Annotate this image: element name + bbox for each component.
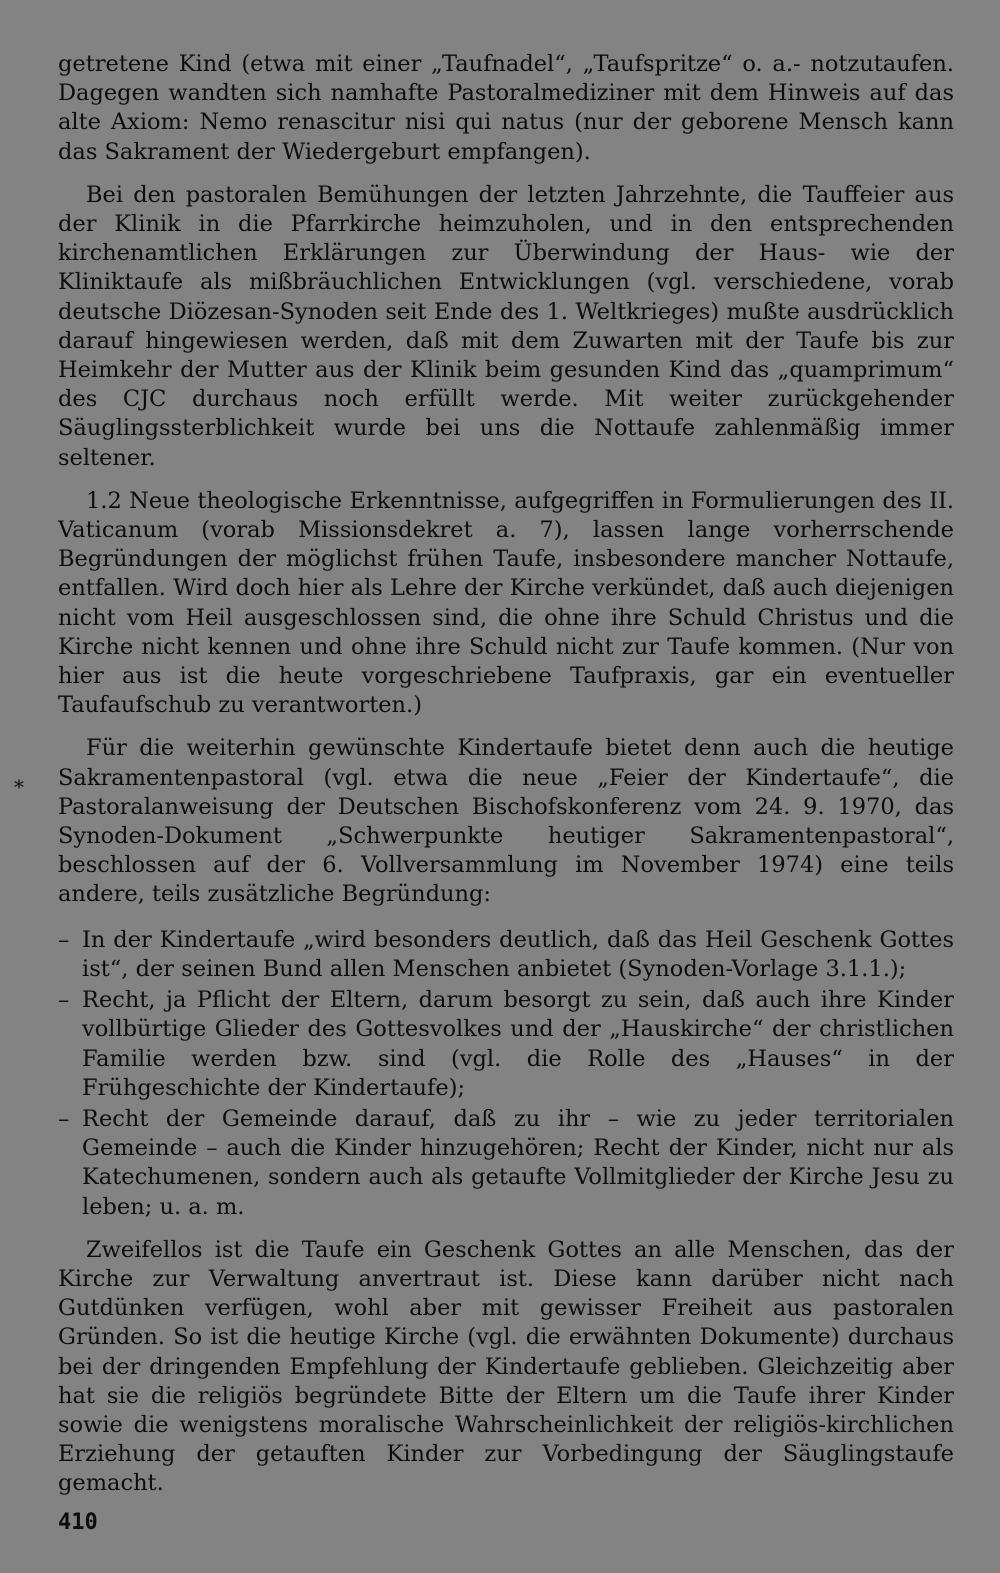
paragraph-closing: Zweifellos ist die Taufe ein Geschenk Gottes an alle Menschen, das der Kirche zur Verwaltung anvertraut ist. Diese kann darüber nicht nach Gutdünken verfügen, wohl aber mit gewisser Freiheit aus pastoralen Gründen. So ist die heutige Kirche (vgl. die erwähnten Dokumente) durchaus bei der dringenden Empfehlung der Kindertaufe geblieben. Gleichzeitig aber hat sie die religiös begründete Bitte der Eltern um die Taufe ihrer Kinder sowie die wenigstens moralische Wahrscheinlichkeit der religiös-kirchlichen Erziehung der getauften Kinder zur Vorbedingung der Säuglingstaufe gemacht. <box>58 1236 954 1497</box>
paragraph-section-1-2: 1.2 Neue theologische Erkenntnisse, aufgegriffen in Formulierungen des II. Vaticanum (vorab Missionsdekret a. 7), lassen lange vorherrschende Begründungen der möglichst frühen Taufe, insbesondere mancher Nottaufe, entfallen. Wird doch hier als Lehre der Kirche verkündet, daß auch diejenigen nicht vom Heil ausgeschlossen sind, die ohne ihre Schuld Christus und die Kirche nicht kennen und ohne ihre Schuld nicht zur Taufe kommen. (Nur von hier aus ist die heute vorgeschriebene Taufpraxis, gar ein eventueller Taufaufschub zu verantworten.) <box>58 487 954 719</box>
list-item-text: In der Kindertaufe „wird besonders deutlich, daß das Heil Geschenk Gottes ist“, der seinen Bund allen Menschen anbietet (Synoden-Vorlage 3.1.1.); <box>82 926 954 982</box>
list-item-text: Recht der Gemeinde darauf, daß zu ihr – wie zu jeder territorialen Gemeinde – auch die Kinder hinzugehören; Recht der Kinder, nicht nur als Katechumenen, sondern auch als getaufte Vollmitglieder der Kirche Jesu zu leben; u. a. m. <box>82 1105 954 1220</box>
paragraph-infant-baptism: Für die weiterhin gewünschte Kindertaufe bietet denn auch die heutige Sakramentenpastoral (vgl. etwa die neue „Feier der Kindertaufe“, die Pastoralanweisung der Deutschen Bischofskonferenz vom 24. 9. 1970, das Synoden-Dokument „Schwerpunkte heutiger Sakramentenpastoral“, beschlossen auf der 6. Vollversammlung im November 1974) eine teils andere, teils zusätzliche Begründung: <box>58 735 954 908</box>
list-dash: – <box>58 926 70 953</box>
paragraph-pastoral-efforts: Bei den pastoralen Bemühungen der letzten Jahrzehnte, die Tauffeier aus der Klinik in die Pfarrkirche heimzuholen, und in den entsprechenden kirchenamtlichen Erklärungen zur Überwindung der Haus- wie der Kliniktaufe als mißbräuchlichen Entwicklungen (vgl. verschiedene, vorab deutsche Diözesan-Synoden seit Ende des 1. Weltkrieges) mußte ausdrücklich darauf hingewiesen werden, daß mit dem Zuwarten mit der Taufe bis zur Heimkehr der Mutter aus der Klinik beim gesunden Kind das „quamprimum“ des CJC durchaus noch erfüllt werde. Mit weiter zurückgehender Säuglingssterblichkeit wurde bei uns die Nottaufe zahlenmäßig immer seltener. <box>58 181 954 471</box>
paragraph-continuation: getretene Kind (etwa mit einer „Taufnadel“, „Taufspritze“ o. a.- notzutaufen. Dagegen wandten sich namhafte Pastoralmediziner mit dem Hinweis auf das alte Axiom: Nemo renascitur nisi qui natus (nur der geborene Mensch kann das Sakrament der Wiedergeburt empfangen). <box>58 51 954 165</box>
list-item-text: Recht, ja Pflicht der Eltern, darum besorgt zu sein, daß auch ihre Kinder vollbürtige Glieder des Gottesvolkes und der „Hauskirche“ der christlichen Familie werden bzw. sind (vgl. die Rolle des „Hauses“ in der Frühgeschichte der Kindertaufe); <box>82 987 954 1101</box>
list-dash: – <box>58 1105 70 1132</box>
list-item <box>58 986 954 1103</box>
page-number: 410 <box>58 1510 98 1535</box>
reasons-list <box>58 926 954 1222</box>
list-item <box>58 1105 954 1222</box>
list-item <box>58 926 954 984</box>
list-dash: – <box>58 987 70 1014</box>
document-page <box>58 50 954 1499</box>
margin-asterisk: * <box>14 775 24 799</box>
